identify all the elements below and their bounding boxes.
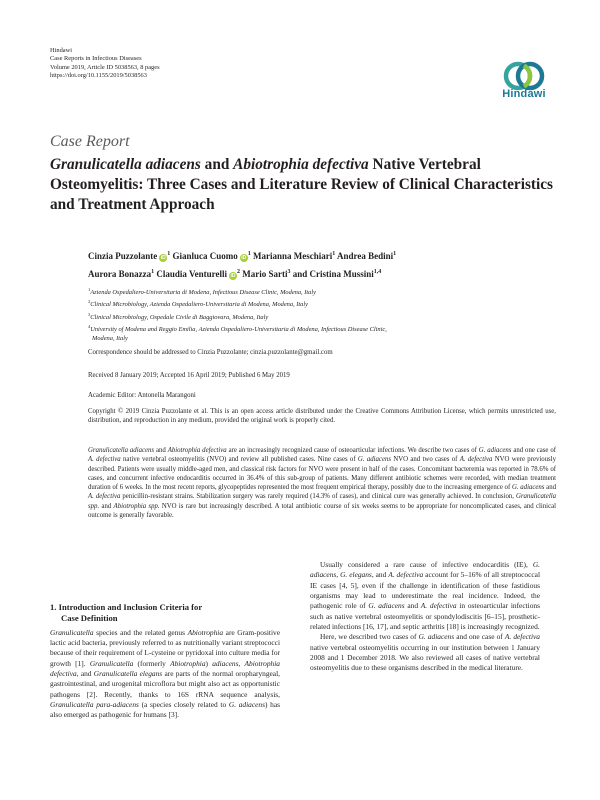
author-name[interactable]: Marianna Meschiari	[253, 251, 333, 261]
author-name[interactable]: Cristina Mussini	[309, 268, 374, 279]
author-name[interactable]: Gianluca Cuomo	[172, 251, 238, 261]
author-name[interactable]: Mario Sarti	[242, 268, 288, 279]
author-name[interactable]: Claudia Venturelli	[156, 268, 227, 279]
paragraph: Here, we described two cases of G. adiacens and one case of A. defectiva native vertebral osteomyelitis occurring in our institution between 1 January 2008 and 1 December 2018. We also reviewed all cases of native vertebral osteomyelitis due to these organisms described in the medical literature.	[310, 632, 540, 673]
article-type: Case Report	[50, 133, 130, 150]
doi-link[interactable]: https://doi.org/10.1155/2019/5038563	[50, 72, 147, 80]
academic-editor: Academic Editor: Antonella Marangoni	[88, 392, 196, 399]
affiliations	[88, 285, 558, 344]
hindawi-logo-text: Hindawi	[502, 88, 546, 100]
author-name[interactable]: Andrea Bedini	[337, 251, 394, 261]
title-organism-1: Granulicatella adiacens	[50, 156, 201, 173]
title-rest: Native Vertebral Osteomyelitis: Three Cases and Literature Review of Clinical Characteristics and Treatment Approach	[50, 156, 554, 213]
affiliation-item-continued: Modena, Italy	[92, 335, 128, 343]
section-heading: 1. Introduction and Inclusion Criteria for Case Definition	[50, 602, 203, 624]
orcid-icon[interactable]: iD	[160, 255, 166, 261]
journal-name: Case Reports in Infectious Diseases	[50, 55, 142, 63]
affiliation-item: $^3$Clinical Microbiology, Ospedale Civile di Baggiovara, Modena, Italy	[88, 311, 269, 321]
body-column-right	[310, 560, 540, 674]
paragraph: Granulicatella species and the related genus Abiotrophia are Gram-positive lactic acid bacteria, previously referred to as nutritionally variant streptococci because of their requirement of L-cysteine or pyridoxal into culture media for growth [1]. Granulicatella (formerly Abiotrophia) adiacens, Abiotrophia defectiva, and Granulicatella elegans are parts of the normal oropharyngeal, gastrointestinal, and urogenital microflora but might also act as opportunistic pathogens [2]. Recently, thanks to 16S rRNA sequence analysis, Granulicatella para-adiacens (a species closely related to G. adiacens) has also emerged as pathogenic for humans [3].	[50, 627, 280, 720]
body-column-left	[50, 602, 280, 721]
affiliation-item: $^1$Azienda Ospedaliero-Universitaria di Modena, Infectious Disease Clinic, Modena, Italy	[88, 287, 316, 297]
author-name[interactable]: Cinzia Puzzolante	[88, 251, 158, 261]
publication-dates: Received 8 January 2019; Accepted 16 April 2019; Published 6 May 2019	[88, 372, 290, 379]
correspondence: Correspondence should be addressed to Cinzia Puzzolante; cinzia.puzzolante@gmail.com	[88, 349, 333, 356]
copyright-notice: Copyright © 2019 Cinzia Puzzolante et al. This is an open access article distributed under the Creative Commons Attribution License, which permits unrestricted use, distribution, and reproduction in any medium, provided the original work is properly cited.	[88, 408, 556, 425]
volume-line: Volume 2019, Article ID 5038563, 8 pages	[50, 63, 160, 71]
article-title	[50, 155, 560, 215]
title-conj: and	[200, 156, 234, 173]
affiliation-item: $^4$University of Modena and Reggio Emilia, Azienda Ospedaliero-Universitaria di Modena, Infectious Disease Clinic,	[88, 323, 387, 334]
journal-meta	[50, 47, 160, 81]
affiliation-item: $^2$Clinical Microbiology, Azienda Ospedaliero-Universitaria di Modena, Modena, Italy	[88, 299, 308, 309]
abstract: Granulicatella adiacens and Abiotrophia defectiva are an increasingly recognized cause of osteoarticular infections. We describe two cases of G. adiacens and one case of A. defectiva native vertebral osteomyelitis (NVO) and review all published cases. Nine cases of G. adiacens NVO and two cases of A. defectiva NVO were previously described. Patients were usually middle-aged men, and classical risk factors for NVO were present in half of the cases. Concomitant bacteremia was reported in 78.6% of cases, and concurrent infective endocarditis occurred in 36.4% of this sub-group of patients. Many different antibiotic schemes were recorded, with median treatment duration of 6 weeks. In the most recent reports, glycopeptides represented the most frequent empirical therapy, possibly due to the increasing emergence of G. adiacens and A. defectiva penicillin-resistant strains. Stabilization surgery was rarely required (14.3% of cases), and clinical cure was generally achieved. In conclusion, Granulicatella spp. and Abiotrophia spp. NVO is rare but increasingly described. A total antibiotic course of six weeks seems to be appropriate for noncomplicated cases, and clinical outcome is generally favorable.	[88, 447, 556, 520]
orcid-icon[interactable]: iD	[241, 255, 247, 261]
title-organism-2: Abiotrophia defectiva	[233, 156, 369, 173]
author-name[interactable]: Aurora Bonazza	[88, 268, 152, 279]
orcid-icon[interactable]: iD	[230, 272, 236, 279]
paragraph: Usually considered a rare cause of infective endocarditis (IE), G. adiacens, G. elegans, and A. defectiva account for 5–16% of all streptococcal IE cases [4, 5], even if the challenge in identification of these fastidious organisms may lead to underestimate the real incidence. Indeed, the pathogenic role of G. adiacens and A. defectiva in osteoarticular infections such as native vertebral osteomyelitis or spondylodiscitis [6–15], prosthetic-related infections [16, 17], and septic arthritis [18] is increasingly recognized.	[310, 560, 541, 632]
author-list: Cinzia Puzzolante $iD^1$ Gianluca Cuomo $iD^1$ Marianna Meschiari$^1$ Andrea Bedini$^1$ Aurora Bonazza$^1$ Claudia Venturelli $iD^2$ Mario Sarti$^3$ and Cristina Mussini$^{1,4}$	[88, 251, 397, 279]
publisher-name: Hindawi	[50, 47, 73, 54]
